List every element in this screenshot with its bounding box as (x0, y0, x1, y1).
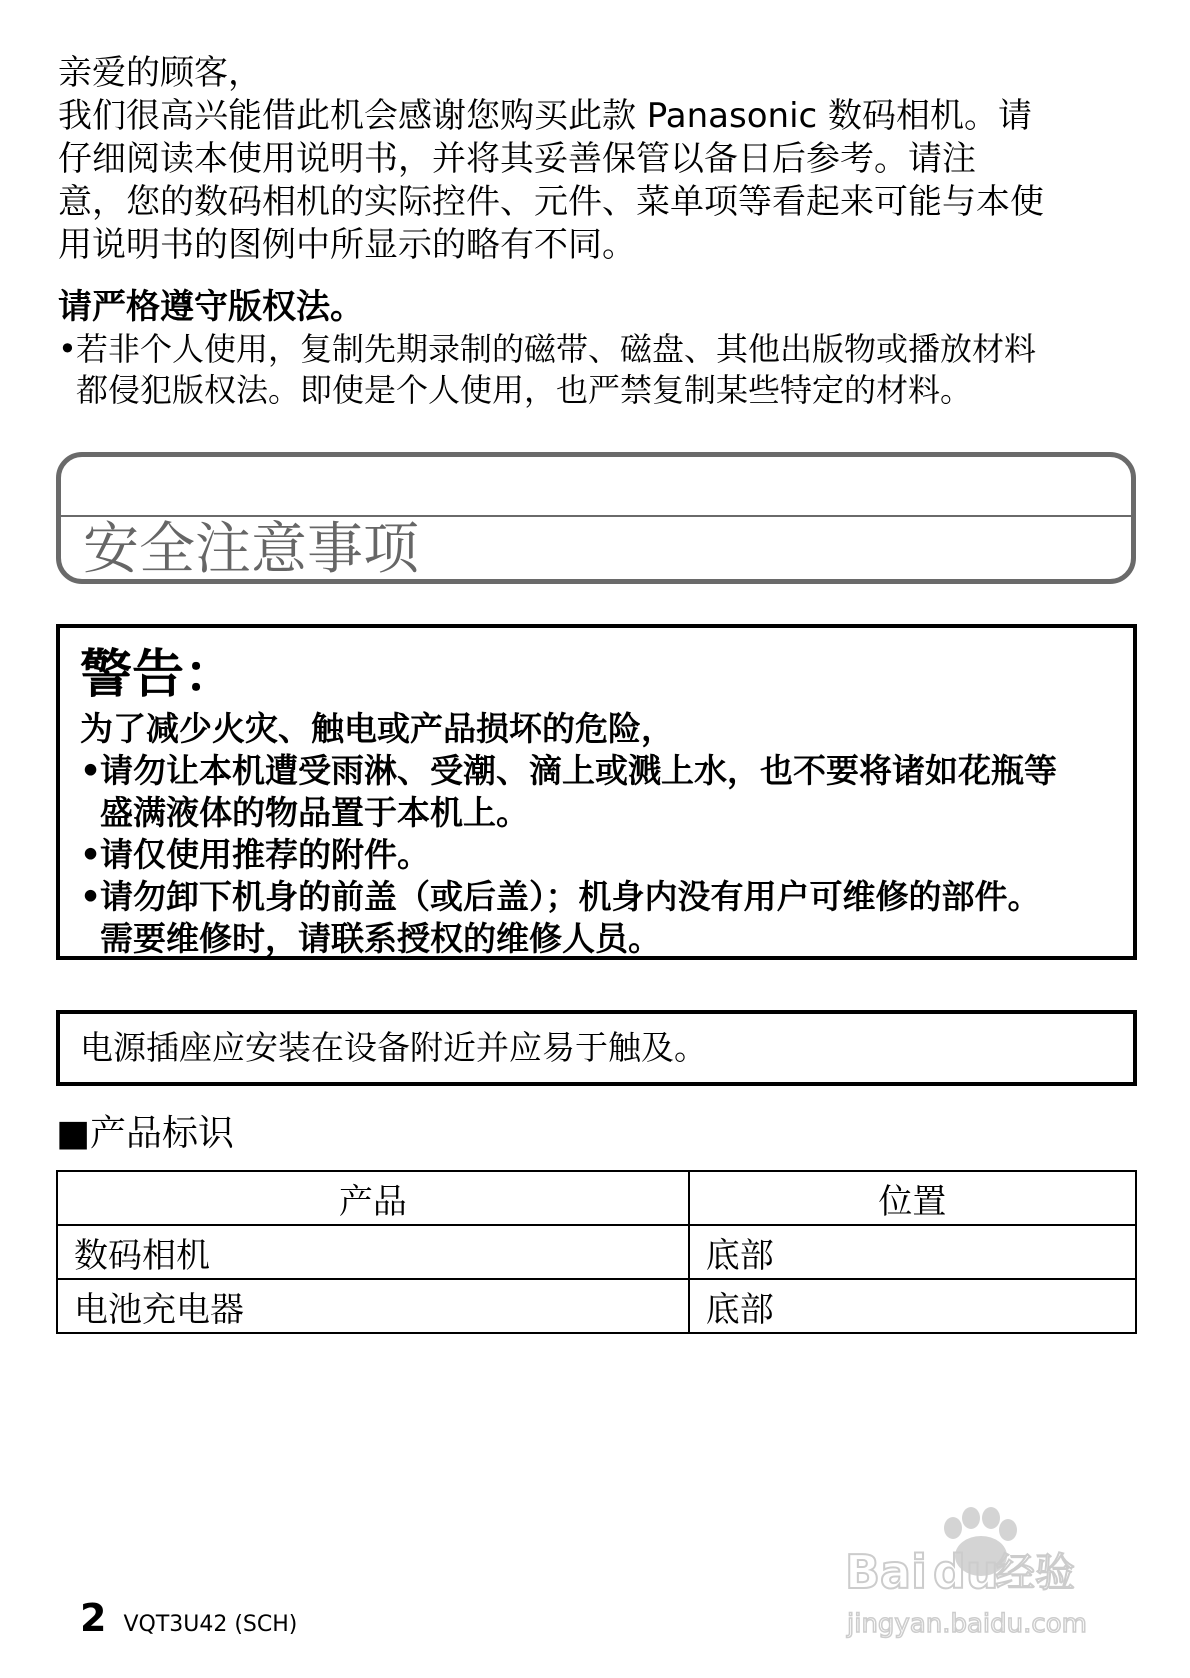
svg-text:Bai: Bai (845, 1545, 927, 1599)
copyright-heading: 请严格遵守版权法。 (58, 287, 364, 327)
table-cell: 底部 (689, 1225, 1136, 1279)
doc-code: VQT3U42 (SCH) (123, 1612, 298, 1637)
warning-title: 警告： (80, 645, 237, 705)
table-cell: 电池充电器 (57, 1279, 689, 1333)
column-header: 产品 (57, 1171, 689, 1225)
product-id-table (56, 1170, 1137, 1334)
intro-section (58, 52, 1133, 267)
intro-line: 意，您的数码相机的实际控件、元件、菜单项等看起来可能与本使 (58, 182, 1044, 222)
baidu-watermark (845, 1500, 1145, 1660)
bullet-icon: • (80, 751, 102, 790)
copyright-line: 若非个人使用，复制先期录制的磁带、磁盘、其他出版物或播放材料 (76, 330, 1037, 368)
intro-line: 用说明书的图例中所显示的略有不同。 (58, 225, 636, 265)
bullet-icon: • (58, 330, 77, 368)
warning-list (80, 750, 1113, 960)
table-row (57, 1225, 1136, 1279)
section-header-box (56, 452, 1136, 584)
notice-text: 电源插座应安装在设备附近并应易于触及。 (80, 1028, 707, 1067)
bullet-icon: • (80, 877, 102, 916)
copyright-section (58, 286, 1133, 411)
product-id-heading: ■产品标识 (56, 1113, 235, 1154)
list-item (80, 834, 1113, 876)
intro-line: 我们很高兴能借此机会感谢您购买此款 Panasonic 数码相机。请 (58, 96, 1033, 136)
page-number: 2 (80, 1596, 107, 1640)
table-cell: 底部 (689, 1279, 1136, 1333)
warning-box (56, 624, 1137, 960)
warning-item-line: 请仅使用推荐的附件。 (100, 835, 430, 874)
column-header: 位置 (689, 1171, 1136, 1225)
svg-text:jingyan.baidu.com: jingyan.baidu.com (847, 1609, 1087, 1639)
copyright-line: 都侵犯版权法。即使是个人使用，也严禁复制某些特定的材料。 (76, 371, 973, 409)
svg-text:du: du (933, 1545, 999, 1599)
bullet-icon: • (80, 835, 102, 874)
intro-line: 仔细阅读本使用说明书，并将其妥善保管以备日后参考。请注 (58, 139, 976, 179)
baidu-logo-icon (845, 1500, 1145, 1660)
table-header-row (57, 1171, 1136, 1225)
list-item (58, 329, 1133, 411)
list-item (80, 876, 1113, 960)
list-item (80, 750, 1113, 834)
warning-item-line: 请勿让本机遭受雨淋、受潮、滴上或溅上水，也不要将诸如花瓶等 (100, 751, 1057, 790)
warning-intro: 为了减少火灾、触电或产品损坏的危险， (80, 709, 674, 748)
warning-item-line: 请勿卸下机身的前盖（或后盖）；机身内没有用户可维修的部件。 (100, 877, 1041, 916)
table-cell: 数码相机 (57, 1225, 689, 1279)
copyright-list (58, 329, 1133, 411)
table-row (57, 1279, 1136, 1333)
greeting: 亲爱的顾客， (58, 53, 262, 93)
page-footer (80, 1598, 297, 1645)
warning-item-line: 盛满液体的物品置于本机上。 (100, 793, 529, 832)
svg-text:经验: 经验 (995, 1550, 1075, 1596)
section-title: 安全注意事项 (83, 517, 419, 582)
notice-box (56, 1010, 1137, 1086)
warning-item-line: 需要维修时，请联系授权的维修人员。 (100, 919, 661, 958)
